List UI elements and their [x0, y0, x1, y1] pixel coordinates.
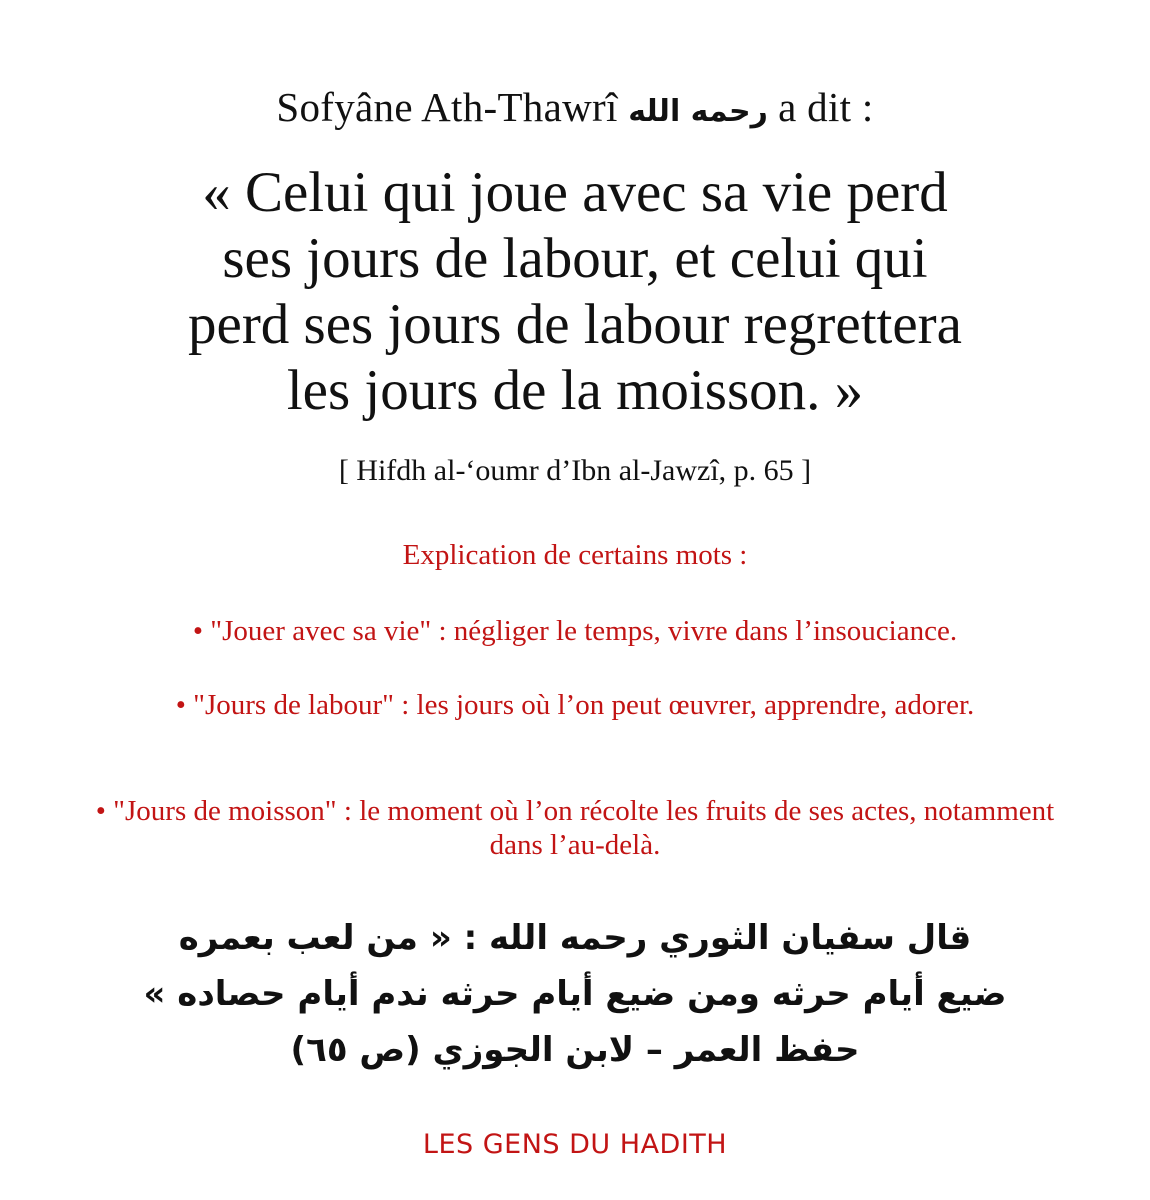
arabic-line: قال سفيان الثوري رحمه الله : « من لعب بعمره [178, 918, 972, 958]
honorific-arabic: رحمه الله [628, 94, 768, 129]
arabic-source: حفظ العمر – لابن الجوزي (ص ٦٥) [290, 1030, 860, 1070]
explanation-item: • "Jouer avec sa vie" : négliger le temps, vivre dans l’insouciance. [192, 615, 958, 647]
attribution-line [0, 82, 1150, 137]
said-verb: a dit : [778, 84, 874, 130]
quote-line: ses jours de labour, et celui qui [222, 227, 928, 290]
source-reference: [ Hifdh al-‘oumr d’Ibn al-Jawzî, p. 65 ] [338, 454, 812, 487]
explanation-item: • "Jours de moisson" : le moment où l’on récolte les fruits de ses actes, notamment dans l’au-delà. [95, 795, 1055, 861]
author-name: Sofyâne Ath-Thawrî [276, 84, 618, 130]
explanation-item: • "Jours de labour" : les jours où l’on peut œuvrer, apprendre, adorer. [175, 689, 975, 721]
arabic-line: ضيع أيام حرثه ومن ضيع أيام حرثه ندم أيام حصاده » [143, 974, 1007, 1014]
brand-footer: LES GENS DU HADITH [422, 1129, 728, 1160]
quote-line: les jours de la moisson. » [286, 359, 864, 422]
main-quote [80, 160, 1070, 424]
quote-line: « Celui qui joue avec sa vie perd [202, 161, 948, 224]
explanation-title: Explication de certains mots : [402, 539, 748, 571]
arabic-quote [60, 910, 1090, 1078]
quote-line: perd ses jours de labour regrettera [188, 293, 962, 356]
